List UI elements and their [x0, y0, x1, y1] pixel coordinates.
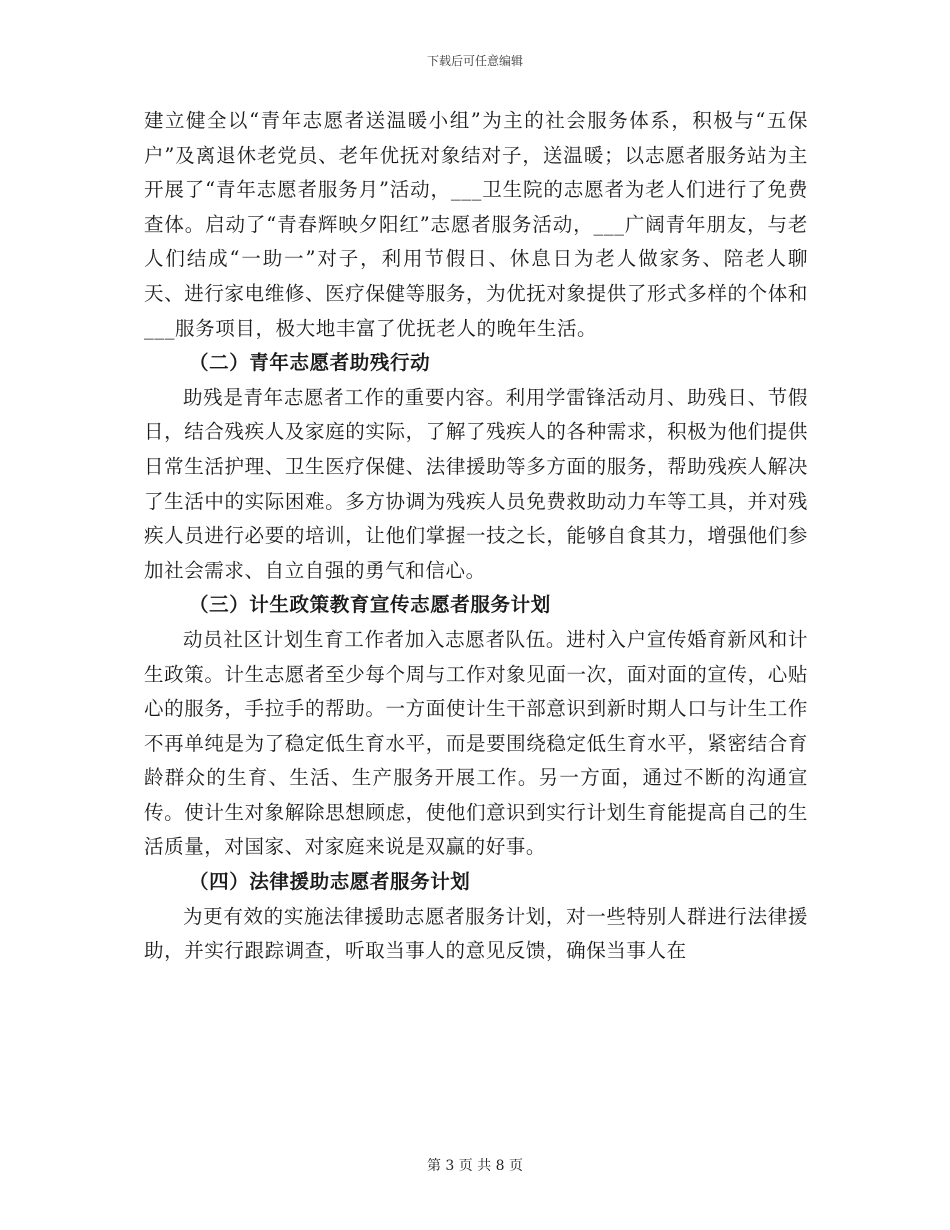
section-heading-3: （三）计生政策教育宣传志愿者服务计划	[189, 593, 551, 617]
paragraph-section-4: 为更有效的实施法律援助志愿者服务计划，对一些特别人群进行法律援助，并实行跟踪调查，听取当事人的意见反馈，确保当事人在	[144, 904, 808, 963]
paragraph-section-3: 动员社区计划生育工作者加入志愿者队伍。进村入户宣传婚育新风和计生政策。计生志愿者至少每个周与工作对象见面一次，面对面的宣传，心贴心的服务，手拉手的帮助。一方面使计生干部意识到新时期人口与计生工作不再单纯是为了稳定低生育水平，而是要围绕稳定低生育水平，紧密结合育龄群众的生育、生活、生产服务开展工作。另一方面，通过不断的沟通宣传。使计生对象解除思想顾虑，使他们意识到实行计划生育能提高自己的生活质量，对国家、对家庭来说是双赢的好事。	[144, 627, 808, 859]
page-number-footer: 第 3 页 共 8 页	[426, 1158, 524, 1174]
page-header: 下载后可任意编辑	[426, 54, 523, 68]
section-heading-4: （四）法律援助志愿者服务计划	[189, 870, 471, 894]
section-heading-2: （二）青年志愿者助残行动	[189, 351, 431, 375]
document-body	[144, 104, 808, 969]
paragraph-intro-continued: 建立健全以“青年志愿者送温暖小组”为主的社会服务体系，积极与“五保户”及离退休老党员、老年优抚对象结对子，送温暖；以志愿者服务站为主开展了“青年志愿者服务月”活动，___卫生院的志愿者为老人们进行了免费查体。启动了“青春辉映夕阳红”志愿者服务活动，___广阔青年朋友，与老人们结成“一助一”对子，利用节假日、休息日为老人做家务、陪老人聊天、进行家电维修、医疗保健等服务，为优抚对象提供了形式多样的个体和___服务项目，极大地丰富了优抚老人的晚年生活。	[144, 109, 808, 340]
paragraph-section-2: 助残是青年志愿者工作的重要内容。利用学雷锋活动月、助残日、节假日，结合残疾人及家庭的实际，了解了残疾人的各种需求，积极为他们提供日常生活护理、卫生医疗保健、法律援助等多方面的服务，帮助残疾人解决了生活中的实际困难。多方协调为残疾人员免费救助动力车等工具，并对残疾人员进行必要的培训，让他们掌握一技之长，能够自食其力，增强他们参加社会需求、自立自强的勇气和信心。	[144, 385, 808, 582]
